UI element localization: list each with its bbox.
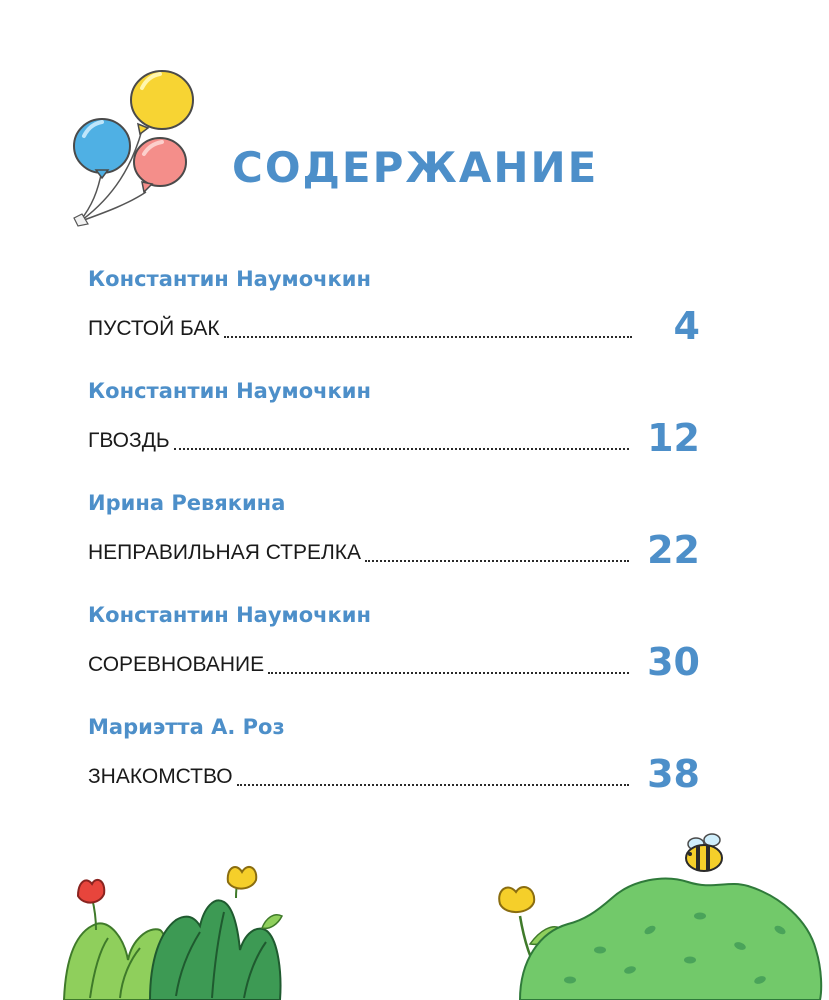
dot-leader bbox=[268, 671, 629, 674]
dot-leader bbox=[365, 559, 629, 562]
fern-bush bbox=[150, 867, 282, 1000]
garden-illustration bbox=[0, 820, 829, 1000]
entry-line bbox=[88, 302, 700, 350]
entry-story-title: СОРЕВНОВАНИЕ bbox=[88, 653, 265, 676]
dot-leader bbox=[237, 783, 629, 786]
entry-story-title: ПУСТОЙ БАК bbox=[88, 317, 220, 340]
entry-page-number: 22 bbox=[647, 528, 700, 572]
entry-author: Ирина Ревякина bbox=[88, 491, 286, 515]
entry-author: Константин Наумочкин bbox=[88, 603, 372, 627]
entry-author: Константин Наумочкин bbox=[88, 267, 372, 291]
entry-page-number: 30 bbox=[647, 640, 700, 684]
entry-line bbox=[88, 526, 700, 574]
toc-entry[interactable] bbox=[88, 262, 710, 374]
entry-line bbox=[88, 638, 700, 686]
entry-page-number: 12 bbox=[647, 416, 700, 460]
toc-entry[interactable] bbox=[88, 598, 710, 710]
toc-entry[interactable] bbox=[88, 710, 710, 822]
entry-author: Константин Наумочкин bbox=[88, 379, 372, 403]
toc-entry[interactable] bbox=[88, 486, 710, 598]
balloons-illustration bbox=[62, 66, 202, 236]
toc-entry[interactable] bbox=[88, 374, 710, 486]
entry-line bbox=[88, 750, 700, 798]
bee-icon bbox=[686, 834, 722, 871]
entry-story-title: НЕПРАВИЛЬНАЯ СТРЕЛКА bbox=[88, 541, 362, 564]
table-of-contents bbox=[88, 262, 710, 822]
entry-page-number: 4 bbox=[673, 304, 700, 348]
entry-page-number: 38 bbox=[647, 752, 700, 796]
entry-line bbox=[88, 414, 700, 462]
entry-story-title: ГВОЗДЬ bbox=[88, 429, 170, 452]
dot-leader bbox=[224, 335, 632, 338]
dot-leader bbox=[174, 447, 629, 450]
page-title: СОДЕРЖАНИЕ bbox=[232, 143, 599, 192]
entry-story-title: ЗНАКОМСТВО bbox=[88, 765, 233, 788]
entry-author: Мариэтта А. Роз bbox=[88, 715, 285, 739]
round-bush bbox=[520, 879, 821, 1000]
